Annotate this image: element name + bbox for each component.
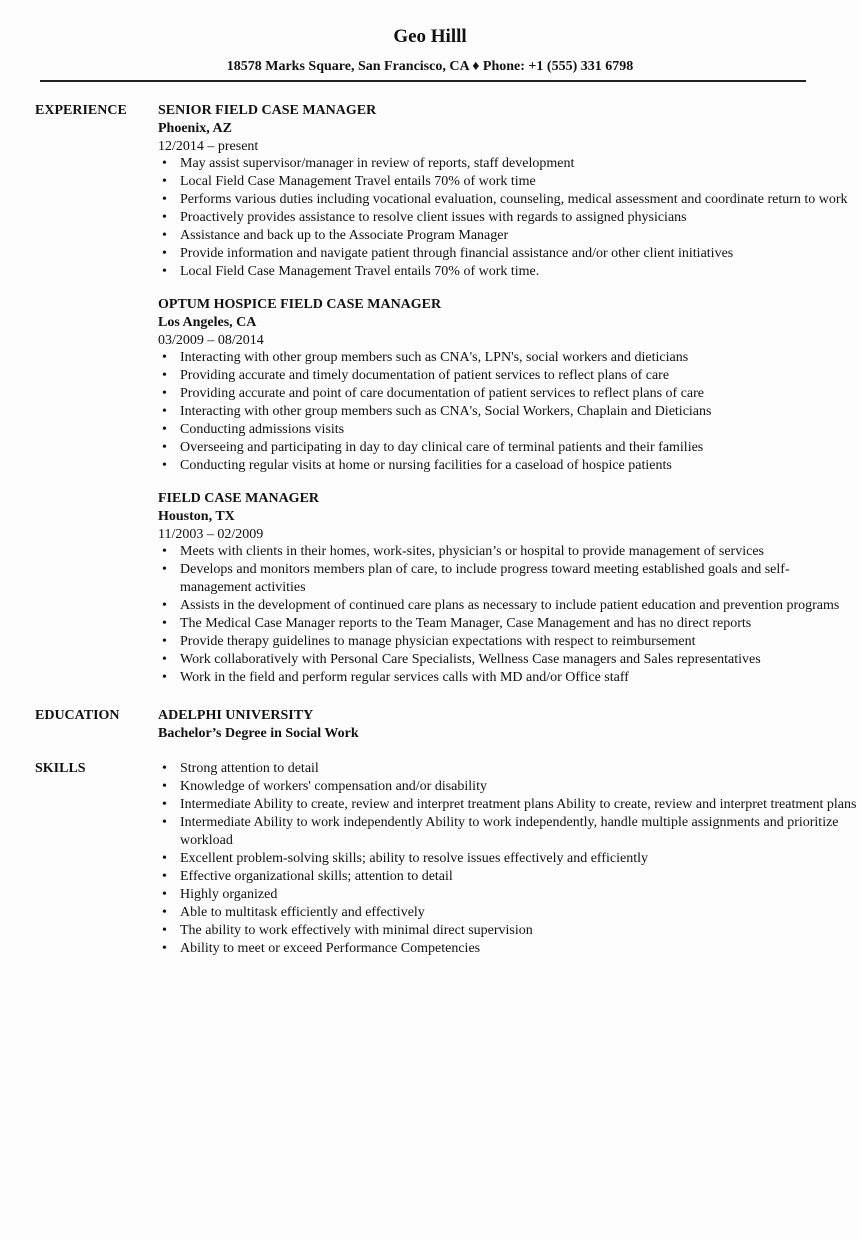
section-label-education: EDUCATION <box>35 708 120 723</box>
job-entry <box>158 296 860 475</box>
duty-item: • Work collaboratively with Personal Care Specialists, Wellness Case managers and Sales representatives <box>158 651 860 669</box>
duty-item: • Local Field Case Management Travel entails 70% of work time <box>158 173 860 191</box>
duty-item: • May assist supervisor/manager in review of reports, staff development <box>158 155 860 173</box>
job-title: FIELD CASE MANAGER <box>158 491 320 506</box>
education-section <box>0 707 860 743</box>
skill-item: • Intermediate Ability to create, review and interpret treatment plans Ability to create, review and interpret treatment plans <box>158 796 860 814</box>
skill-item: • Ability to meet or exceed Performance Competencies <box>158 940 860 958</box>
degree: Bachelor’s Degree in Social Work <box>158 726 359 741</box>
job-duties <box>158 349 860 475</box>
job-entry <box>158 102 860 281</box>
skills-list <box>158 760 860 958</box>
skill-item: • Strong attention to detail <box>158 760 860 778</box>
school-name: ADELPHI UNIVERSITY <box>158 708 314 723</box>
duty-item: • Work in the field and perform regular services calls with MD and/or Office staff <box>158 669 860 687</box>
skill-item: • Effective organizational skills; attention to detail <box>158 868 860 886</box>
job-location: Los Angeles, CA <box>158 315 257 330</box>
duty-item: • Providing accurate and point of care documentation of patient services to reflect plans of care <box>158 385 860 403</box>
duty-item: • Provide therapy guidelines to manage physician expectations with respect to reimbursement <box>158 633 860 651</box>
duty-item: • Assists in the development of continued care plans as necessary to include patient education and prevention programs <box>158 597 860 615</box>
section-label-experience: EXPERIENCE <box>35 103 127 118</box>
job-entry <box>158 490 860 687</box>
duty-item: • Performs various duties including vocational evaluation, counseling, medical assessment and coordinate return to work <box>158 191 860 209</box>
skill-item: • Excellent problem-solving skills; ability to resolve issues effectively and efficiently <box>158 850 860 868</box>
resume-header <box>0 0 860 76</box>
duty-item: • Develops and monitors members plan of care, to include progress toward meeting established goals and self-management activities <box>158 561 860 597</box>
job-dates: 12/2014 – present <box>158 139 259 154</box>
skill-item: • Able to multitask efficiently and effectively <box>158 904 860 922</box>
job-duties <box>158 543 860 687</box>
duty-item: • Interacting with other group members such as CNA's, Social Workers, Chaplain and Dieticians <box>158 403 860 421</box>
skill-item: • Knowledge of workers' compensation and/or disability <box>158 778 860 796</box>
education-entry <box>158 707 860 743</box>
header-divider <box>40 80 806 82</box>
skill-items <box>158 760 860 958</box>
skill-item: • Highly organized <box>158 886 860 904</box>
job-dates: 03/2009 – 08/2014 <box>158 333 264 348</box>
duty-item: • The Medical Case Manager reports to the Team Manager, Case Management and has no direct reports <box>158 615 860 633</box>
duty-item: • Overseeing and participating in day to day clinical care of terminal patients and their families <box>158 439 860 457</box>
duty-item: • Proactively provides assistance to resolve client issues with regards to assigned physicians <box>158 209 860 227</box>
skills-section <box>0 760 860 958</box>
skill-item: • Intermediate Ability to work independently Ability to work independently, handle multiple assignments and prioritize workload <box>158 814 860 850</box>
duty-item: • Assistance and back up to the Associate Program Manager <box>158 227 860 245</box>
duty-item: • Meets with clients in their homes, work-sites, physician’s or hospital to provide management of services <box>158 543 860 561</box>
duty-item: • Interacting with other group members such as CNA's, LPN's, social workers and dieticians <box>158 349 860 367</box>
candidate-name: Geo Hilll <box>393 26 467 47</box>
job-duties <box>158 155 860 281</box>
experience-list <box>158 102 860 687</box>
duty-item: • Providing accurate and timely documentation of patient services to reflect plans of care <box>158 367 860 385</box>
job-location: Houston, TX <box>158 509 235 524</box>
duty-item: • Conducting admissions visits <box>158 421 860 439</box>
job-title: SENIOR FIELD CASE MANAGER <box>158 103 377 118</box>
job-dates: 11/2003 – 02/2009 <box>158 527 264 542</box>
experience-section <box>0 102 860 687</box>
duty-item: • Local Field Case Management Travel entails 70% of work time. <box>158 263 860 281</box>
duty-item: • Conducting regular visits at home or nursing facilities for a caseload of hospice patients <box>158 457 860 475</box>
section-label-skills: SKILLS <box>35 761 86 776</box>
skill-item: • The ability to work effectively with minimal direct supervision <box>158 922 860 940</box>
job-title: OPTUM HOSPICE FIELD CASE MANAGER <box>158 297 442 312</box>
job-location: Phoenix, AZ <box>158 121 232 136</box>
contact-line: 18578 Marks Square, San Francisco, CA ♦ Phone: +1 (555) 331 6798 <box>226 59 634 74</box>
duty-item: • Provide information and navigate patient through financial assistance and/or other client initiatives <box>158 245 860 263</box>
